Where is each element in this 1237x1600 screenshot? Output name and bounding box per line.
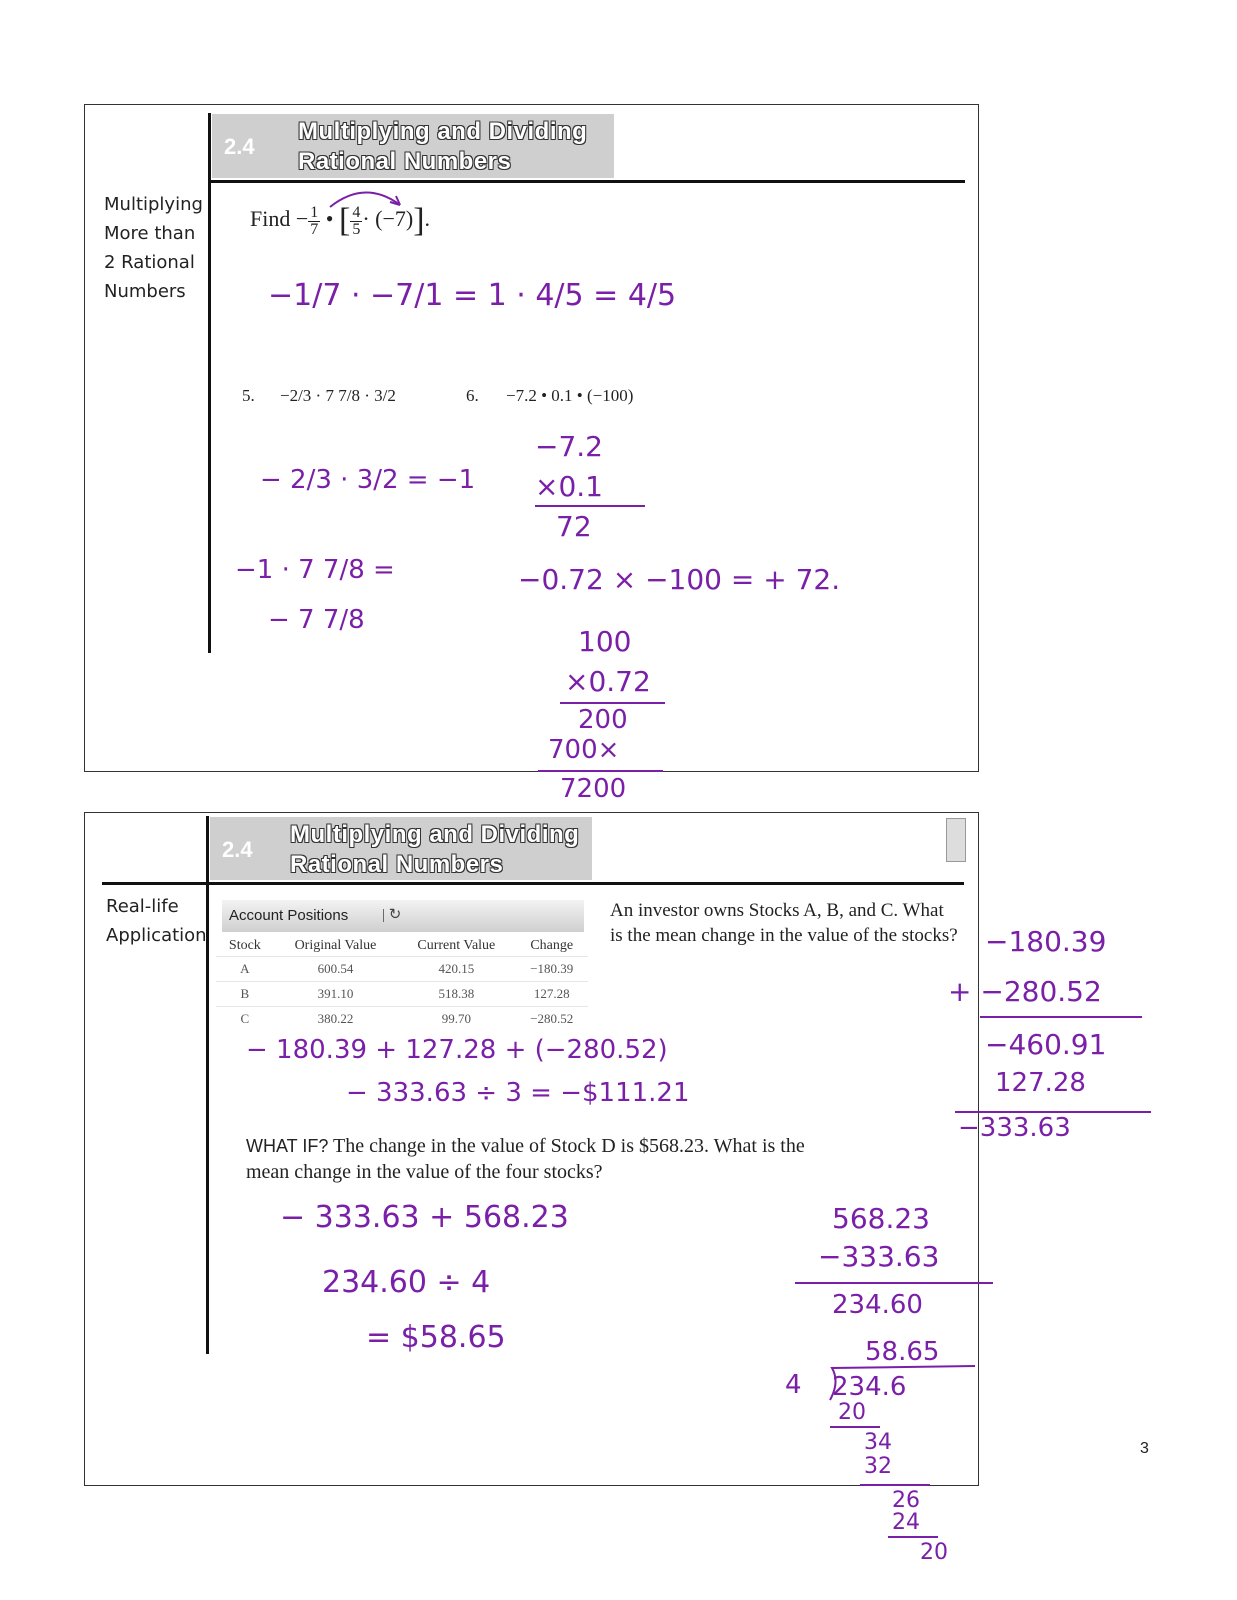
table-row	[216, 1007, 588, 1032]
panel1-side-label	[104, 190, 203, 306]
table-cell: 99.70	[397, 1007, 515, 1032]
margin-sub-line: −333.63	[818, 1240, 940, 1273]
p6-work-step8: 700×	[548, 735, 620, 765]
p6-work-step2: ×0.1	[535, 470, 603, 503]
margin-sub-line: 568.23	[832, 1202, 930, 1235]
lesson-title-line2: Rational Numbers	[290, 851, 504, 878]
lesson-title-line1: Multiplying and Dividing	[290, 821, 580, 848]
margin-div-step: 32	[864, 1454, 892, 1479]
margin-add-line: 127.28	[995, 1068, 1086, 1098]
fraction-denominator: 7	[310, 220, 319, 238]
refresh-icon: | ↻	[382, 907, 402, 923]
example-find-word: Find	[250, 206, 291, 232]
table-header: Original Value	[294, 938, 377, 953]
margin-div-step: 26	[892, 1488, 920, 1513]
p6-underline	[560, 702, 665, 704]
example-work: −1/7 · −7/1 = 1 · 4/5 = 4/5	[268, 278, 677, 313]
p6-work-step9: 7200	[560, 774, 627, 804]
margin-add-line: + −280.52	[948, 975, 1102, 1008]
side-label-line: Multiplying	[104, 194, 203, 215]
example-tail: · (−7)	[362, 206, 414, 232]
margin-add-line: −180.39	[985, 925, 1107, 958]
table-header-row	[216, 936, 588, 957]
side-label-line: 2 Rational	[104, 252, 195, 273]
account-positions-table	[216, 936, 588, 1031]
margin-sub-line: 234.60	[832, 1290, 923, 1320]
table-cell: 391.10	[274, 982, 397, 1007]
account-positions-header	[222, 900, 584, 932]
panel1-divider-vertical	[208, 113, 211, 653]
p6-work-step6: ×0.72	[565, 665, 651, 698]
p6-work-step1: −7.2	[535, 430, 603, 463]
panel1-lesson-badge	[212, 114, 614, 178]
fraction-numerator: 1	[310, 203, 319, 221]
table-cell: B	[216, 982, 274, 1007]
margin-div-step: 24	[892, 1510, 920, 1535]
side-label-line: Numbers	[104, 281, 186, 302]
stock-work-step1: − 180.39 + 127.28 + (−280.52)	[246, 1035, 668, 1065]
p6-work-step3: 72	[556, 510, 592, 543]
problem-6-label: 6.	[466, 386, 479, 405]
margin-add-underline	[980, 1016, 1142, 1018]
lesson-number: 2.4	[224, 134, 255, 159]
p6-underline	[535, 505, 645, 507]
side-label-line: More than	[104, 223, 196, 244]
lesson-title	[298, 117, 587, 177]
lesson-title	[290, 820, 579, 880]
whatif-work-step3: = $58.65	[366, 1320, 506, 1355]
table-cell: 600.54	[274, 957, 397, 982]
table-cell: 518.38	[397, 982, 515, 1007]
margin-div-underline	[860, 1484, 930, 1486]
problem-6-expression: −7.2 • 0.1 • (−100)	[506, 386, 634, 405]
panel2-side-label	[106, 892, 207, 950]
whatif-work-step2: 234.60 ÷ 4	[322, 1265, 491, 1300]
lesson-title-line1: Multiplying and Dividing	[298, 118, 588, 145]
margin-div-dividend: 234.6	[832, 1372, 907, 1402]
table-cell: −280.52	[515, 1007, 588, 1032]
table-header: Stock	[228, 938, 261, 953]
table-cell: C	[216, 1007, 274, 1032]
margin-add-line: −333.63	[958, 1113, 1071, 1143]
panel2-lesson-badge	[210, 817, 592, 880]
lesson-number: 2.4	[222, 837, 253, 862]
p6-work-step7: 200	[578, 705, 628, 735]
what-if-label: WHAT IF?	[246, 1136, 329, 1156]
stock-question: An investor owns Stocks A, B, and C. What is the mean change in the value of the stocks?	[610, 900, 958, 946]
panel2-divider-horizontal	[102, 882, 964, 885]
side-label-line: Real-life	[106, 896, 179, 917]
fraction-denominator: 5	[352, 220, 361, 238]
table-cell: 127.28	[515, 982, 588, 1007]
margin-sub-underline	[795, 1282, 993, 1284]
table-row	[216, 982, 588, 1007]
what-if-question	[246, 1133, 806, 1185]
table-row	[216, 957, 588, 982]
margin-div-underline	[830, 1426, 880, 1428]
table-header: Current Value	[417, 938, 496, 953]
margin-div-step: 20	[838, 1400, 866, 1425]
p5-work-step1: − 2/3 · 3/2 = −1	[260, 465, 476, 495]
table-cell: A	[216, 957, 274, 982]
side-label-line: Application	[106, 925, 207, 946]
problem-5-label: 5.	[242, 386, 255, 405]
table-header: Change	[530, 938, 574, 953]
margin-div-step: 20	[920, 1540, 948, 1565]
p6-work-step4: −0.72 × −100 = + 72.	[518, 563, 841, 596]
margin-add-line: −460.91	[985, 1028, 1107, 1061]
example-expression: Find − $\frac{1}{7}$ • [ $\frac{4}{5}$ · (−7)].	[250, 202, 431, 239]
calculator-icon	[946, 818, 966, 862]
swap-arrow	[320, 183, 410, 211]
lesson-title-line2: Rational Numbers	[298, 148, 512, 175]
margin-div-underline	[888, 1536, 938, 1538]
table-cell: 420.15	[397, 957, 515, 982]
p5-work-step2: −1 · 7 7/8 =	[235, 555, 395, 585]
table-cell: −180.39	[515, 957, 588, 982]
p6-work-step5: 100	[578, 625, 632, 658]
margin-div-divisor: 4	[785, 1370, 802, 1400]
problem-5-expression: −2/3 · 7 7/8 · 3/2	[280, 386, 396, 405]
what-if-text: The change in the value of Stock D is $568.23. What is the mean change in the value of the four stocks?	[246, 1135, 805, 1183]
fraction-numerator: 4	[352, 203, 361, 221]
p6-underline	[538, 770, 663, 772]
p5-work-step3: − 7 7/8	[268, 605, 365, 635]
margin-div-quotient: 58.65	[865, 1337, 940, 1367]
lesson-panel-top	[84, 104, 979, 772]
margin-div-step: 34	[864, 1430, 892, 1455]
stock-work-step2: − 333.63 ÷ 3 = −$111.21	[346, 1078, 690, 1108]
table-cell: 380.22	[274, 1007, 397, 1032]
whatif-work-step1: − 333.63 + 568.23	[280, 1200, 569, 1235]
page-number: 3	[1140, 1440, 1149, 1457]
account-positions-title: Account Positions	[229, 907, 349, 924]
